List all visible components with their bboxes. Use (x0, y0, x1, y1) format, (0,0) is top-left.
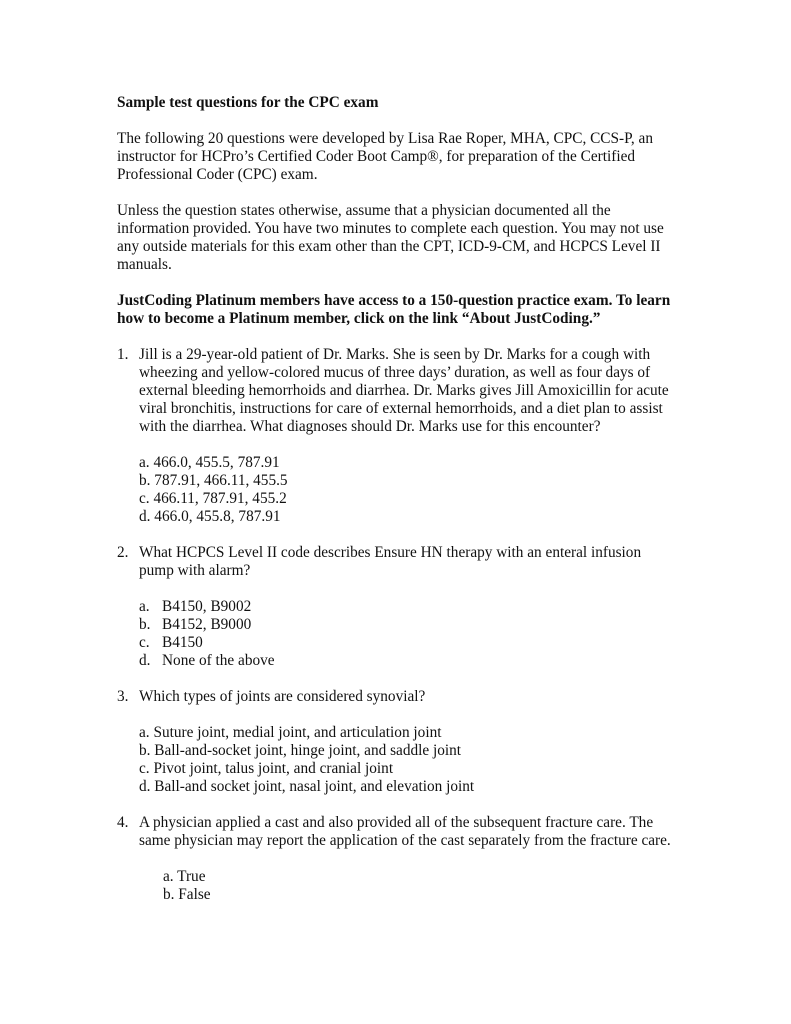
answer-option (139, 634, 677, 652)
question-text: A physician applied a cast and also provided all of the subsequent fracture care. The same physician may report the application of the cast separately from the fracture care. (139, 814, 671, 849)
question-text: What HCPCS Level II code describes Ensure HN therapy with an enteral infusion pump with alarm? (139, 544, 642, 579)
answer-option: b. 787.91, 466.11, 455.5 (139, 472, 288, 489)
question-4 (117, 814, 677, 850)
option-letter: c. (139, 634, 150, 651)
question-1-options (117, 454, 677, 526)
question-number: 3. (117, 688, 129, 705)
question-3 (117, 688, 677, 706)
answer-option: b. False (163, 886, 211, 903)
option-text: B4150, B9002 (162, 598, 252, 615)
promo-paragraph: JustCoding Platinum members have access to a 150-question practice exam. To learn how to become a Platinum member, click on the link “About JustCoding.” (117, 292, 671, 327)
option-letter: b. (139, 616, 151, 633)
answer-option (139, 598, 677, 616)
question-number: 4. (117, 814, 129, 831)
option-text: B4152, B9000 (162, 616, 252, 633)
intro-paragraph: The following 20 questions were developed by Lisa Rae Roper, MHA, CPC, CCS-P, an instructor for HCPro’s Certified Coder Boot Camp®, for preparation of the Certified Professional Coder (CPC) exam. (117, 130, 653, 183)
option-text: B4150 (162, 634, 203, 651)
answer-option: c. 466.11, 787.91, 455.2 (139, 490, 287, 507)
question-number: 1. (117, 346, 129, 363)
answer-option: b. Ball-and-socket joint, hinge joint, and saddle joint (139, 742, 462, 759)
answer-option: c. Pivot joint, talus joint, and cranial joint (139, 760, 394, 777)
answer-option: a. Suture joint, medial joint, and articulation joint (139, 724, 442, 741)
answer-option: d. Ball-and socket joint, nasal joint, and elevation joint (139, 778, 475, 795)
question-number: 2. (117, 544, 129, 561)
question-2-options (117, 598, 677, 670)
instructions-paragraph: Unless the question states otherwise, assume that a physician documented all the information provided. You have two minutes to complete each question. You may not use any outside materials for this exam other than the CPT, ICD-9-CM, and HCPCS Level II manuals. (117, 202, 664, 273)
option-text: None of the above (162, 652, 275, 669)
question-text: Which types of joints are considered synovial? (139, 688, 426, 705)
document-page (117, 94, 677, 904)
question-1 (117, 346, 677, 436)
option-letter: d. (139, 652, 151, 669)
option-letter: a. (139, 598, 150, 615)
question-2 (117, 544, 677, 580)
question-3-options (117, 724, 677, 796)
question-4-options (117, 868, 677, 904)
answer-option (139, 652, 677, 670)
answer-option: a. True (163, 868, 206, 885)
question-text: Jill is a 29-year-old patient of Dr. Marks. She is seen by Dr. Marks for a cough with wheezing and yellow-colored mucus of three days’ duration, as well as four days of external bleeding hemorrhoids and diarrhea. Dr. Marks gives Jill Amoxicillin for acute viral bronchitis, instructions for care of external hemorrhoids, and a diet plan to assist with the diarrhea. What diagnoses should Dr. Marks use for this encounter? (139, 346, 669, 435)
answer-option: d. 466.0, 455.8, 787.91 (139, 508, 281, 525)
answer-option (139, 616, 677, 634)
answer-option: a. 466.0, 455.5, 787.91 (139, 454, 280, 471)
document-title: Sample test questions for the CPC exam (117, 94, 379, 111)
